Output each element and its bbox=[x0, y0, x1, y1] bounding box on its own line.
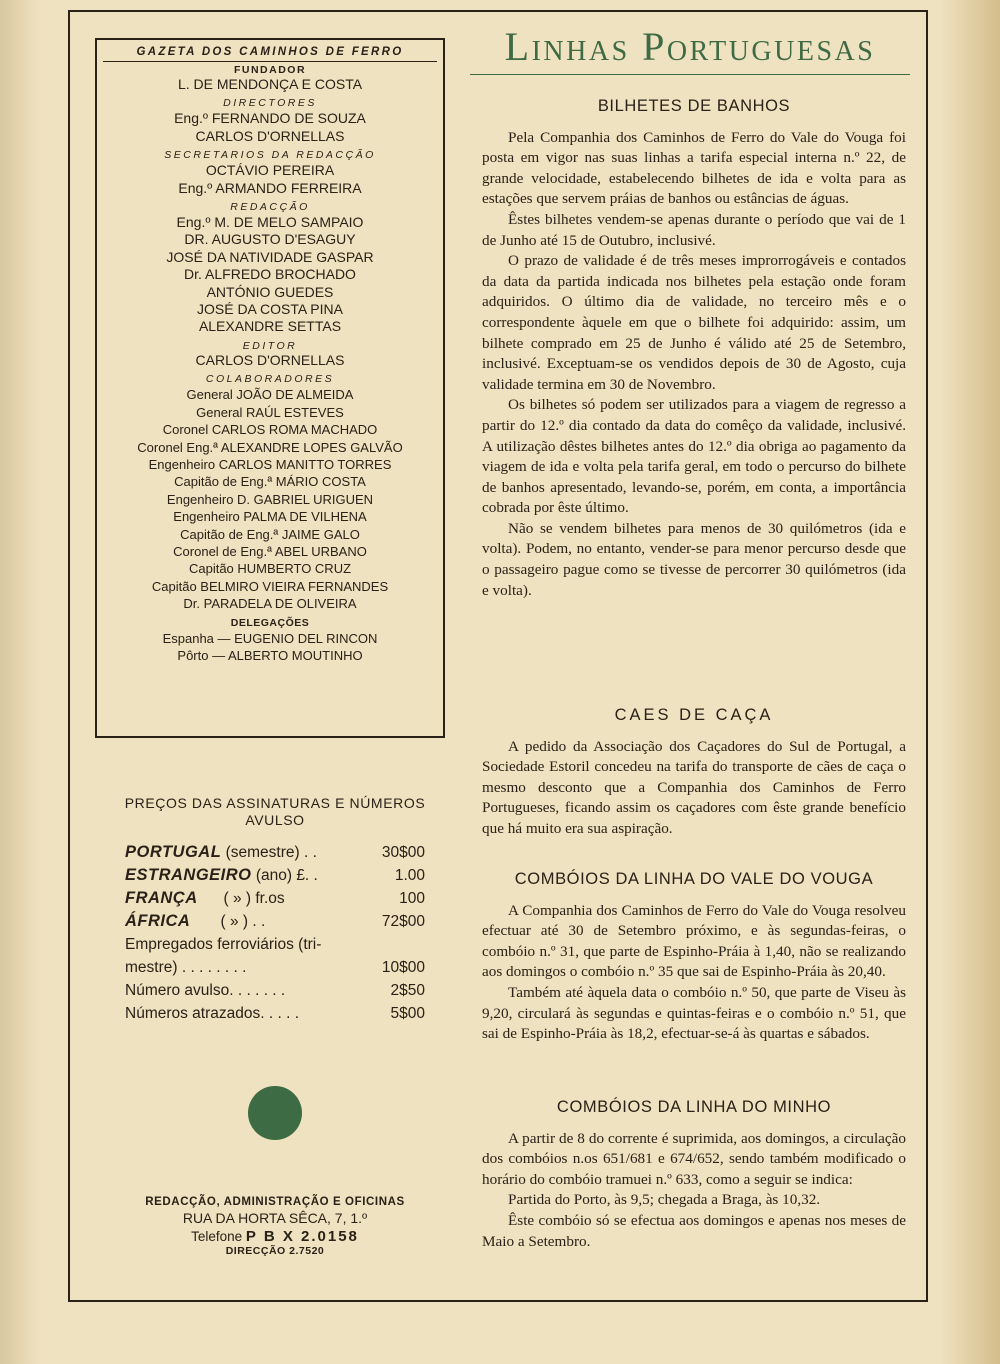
price-value: 72$00 bbox=[381, 913, 425, 930]
fundador-name: L. DE MENDONÇA E COSTA bbox=[177, 76, 363, 92]
colaborador-name: Coronel de Eng.ª ABEL URBANO bbox=[173, 543, 367, 559]
colaboradores-list bbox=[97, 386, 443, 612]
article-caes bbox=[482, 705, 906, 840]
price-row-estrangeiro bbox=[105, 864, 445, 887]
price-value: 30$00 bbox=[381, 844, 425, 861]
colaborador-name: Capitão HUMBERTO CRUZ bbox=[188, 561, 352, 577]
secretarios-label: SECRETARIOS DA REDACÇÃO bbox=[164, 149, 376, 162]
redactor-name: JOSÉ DA COSTA PINA bbox=[196, 301, 343, 318]
article-paragraph: Os bilhetes só podem ser utilizados para a viagem de regresso a partir do 12.º dia contado da data do comêço da validade, inclusivé. A utilização dêstes bilhetes antes do 12.º dia obriga ao pagamento da viagem de ida e volta pela tarifa geral, em todo o percurso do bilhete de banhos apresentado, levando-se, porém, em conta, a importância cobrada por êste último. bbox=[482, 396, 906, 517]
colaborador-name: General RAÚL ESTEVES bbox=[196, 404, 344, 420]
article-paragraph: Êste combóio só se efectua aos domingos e apenas nos meses de Maio a Setembro. bbox=[482, 1211, 906, 1250]
price-row-avulso bbox=[105, 979, 445, 1002]
article-heading: COMBÓIOS DA LINHA DO MINHO bbox=[556, 1098, 832, 1116]
office-address bbox=[95, 1196, 455, 1257]
avulso-label: Número avulso. . . . . . . bbox=[125, 982, 286, 999]
office-street: RUA DA HORTA SÊCA, 7, 1.º bbox=[182, 1210, 368, 1226]
prices-title-line2: AVULSO bbox=[245, 812, 305, 828]
secretarios-list bbox=[97, 162, 443, 197]
price-value: 1.00 bbox=[394, 867, 425, 884]
article-paragraph: A partir de 8 do corrente é suprimida, aos domingos, a circulação dos combóios n.os 651/681 e 674/652, sendo também modificado o horário do combóio tramuei n.º 633, como a seguir se indica: bbox=[482, 1129, 906, 1188]
article-paragraph: Pela Companhia dos Caminhos de Ferro do Vale do Vouga foi posta em vigor nas suas linhas a tarifa especial interna n.º 22, de grande velocidade, estabelecendo bilhetes de ida e volta para as estações que servem práias de banhos ou estâncias de águas. bbox=[482, 128, 906, 208]
region-name: ESTRANGEIRO bbox=[125, 866, 252, 884]
article-paragraph: O prazo de validade é de três meses improrrogáveis e contados da data da partida indicada nos bilhetes pela estação onde foram adquiridos. O último dia de validade, no terceiro mês e o correspondente àquele em que o bilhete foi adquirido: assim, um bilhete comprado em 25 de Junho é válido até 25 de Setembro, inclusivé. Exceptuam-se os vendidos depois de 30 de Agosto, cuja validade termina em 30 de Novembro. bbox=[482, 252, 906, 393]
redaccao-label: REDACÇÃO bbox=[230, 201, 310, 214]
redactor-name: ALEXANDRE SETTAS bbox=[198, 318, 342, 335]
page-edge-shadow bbox=[940, 0, 1000, 1364]
colaborador-name: Engenheiro CARLOS MANITTO TORRES bbox=[148, 456, 392, 472]
article-paragraph: Êstes bilhetes vendem-se apenas durante o período que vai de 1 de Junho até 15 de Outubro, inclusivé. bbox=[482, 210, 906, 249]
article-heading: COMBÓIOS DA LINHA DO VALE DO VOUGA bbox=[514, 870, 874, 888]
period-note: (ano) £. . bbox=[251, 867, 318, 884]
office-heading: REDACÇÃO, ADMINISTRAÇÃO E OFICINAS bbox=[145, 1196, 405, 1208]
empregados-label-line2: mestre) . . . . . . . . bbox=[125, 959, 247, 976]
colaborador-name: Capitão de Eng.ª JAIME GALO bbox=[180, 526, 360, 542]
empregados-label-line1: Empregados ferroviários (tri- bbox=[125, 936, 322, 953]
article-heading: CAES DE CAÇA bbox=[614, 706, 774, 724]
redactor-name: ANTÓNIO GUEDES bbox=[206, 283, 334, 300]
colaborador-name: Dr. PARADELA DE OLIVEIRA bbox=[183, 596, 357, 612]
colaborador-name: Engenheiro PALMA DE VILHENA bbox=[173, 509, 367, 525]
subscription-prices bbox=[105, 795, 445, 1025]
redactor-name: DR. AUGUSTO D'ESAGUY bbox=[184, 231, 356, 248]
director-name: Eng.º FERNANDO DE SOUZA bbox=[174, 110, 366, 127]
redaccao-list bbox=[97, 214, 443, 336]
price-row-empregados bbox=[105, 956, 445, 979]
price-value: 10$00 bbox=[381, 959, 425, 976]
region-name: FRANÇA bbox=[125, 889, 198, 907]
colaborador-name: Coronel CARLOS ROMA MACHADO bbox=[162, 422, 378, 438]
price-table bbox=[105, 841, 445, 1025]
section-title: Linhas Portuguesas bbox=[470, 24, 910, 75]
price-value: 2$50 bbox=[390, 982, 425, 999]
directores-label: DIRECTORES bbox=[223, 97, 317, 110]
gazeta-title: GAZETA DOS CAMINHOS DE FERRO bbox=[103, 40, 437, 62]
office-phone bbox=[95, 1228, 455, 1245]
editor-name: CARLOS D'ORNELLAS bbox=[195, 351, 345, 368]
article-paragraph: A pedido da Associação dos Caçadores do Sul de Portugal, a Sociedade Estoril concedeu na tarifa do transporte de cães de caça o mesmo desconto que a Companhia dos Caminhos de Ferro Portugueses, ficando assim os caçadores com êste grande benefício que há muito era sua aspiração. bbox=[482, 737, 906, 837]
period-note: (semestre) . . bbox=[221, 844, 317, 861]
article-vouga bbox=[482, 869, 906, 1045]
redactor-name: JOSÉ DA NATIVIDADE GASPAR bbox=[166, 248, 374, 265]
article-heading: BILHETES DE BANHOS bbox=[597, 97, 791, 115]
region-name: PORTUGAL bbox=[125, 843, 222, 861]
price-row-portugal bbox=[105, 841, 445, 864]
editor-label: EDITOR bbox=[242, 339, 298, 352]
fundador-label: FUNDADOR bbox=[233, 64, 307, 76]
article-paragraph: Não se vendem bilhetes para menos de 30 quilómetros (ida e volta). Podem, no entanto, vender-se para menor percurso desde que o passageiro pague como se tivesse de percorrer 30 quilómetros (ida e volta). bbox=[482, 519, 906, 599]
directores-list bbox=[97, 110, 443, 145]
price-row-franca bbox=[105, 887, 445, 910]
colaboradores-label: COLABORADORES bbox=[205, 373, 335, 386]
article-paragraph: Partida do Porto, às 9,5; chegada a Braga, às 10,32. bbox=[508, 1191, 821, 1209]
atrazados-label: Números atrazados. . . . . bbox=[125, 1005, 300, 1022]
price-value: 5$00 bbox=[390, 1005, 425, 1022]
article-bilhetes bbox=[482, 96, 906, 601]
secretario-name: Eng.º ARMANDO FERREIRA bbox=[178, 179, 362, 196]
colaborador-name: Capitão de Eng.ª MÁRIO COSTA bbox=[174, 474, 366, 490]
colaborador-name: Coronel Eng.ª ALEXANDRE LOPES GALVÃO bbox=[137, 439, 403, 455]
redactor-name: Dr. ALFREDO BROCHADO bbox=[184, 266, 356, 283]
period-note: ( » ) . . bbox=[190, 913, 266, 930]
article-minho bbox=[482, 1097, 906, 1252]
delegacao-entry: Pôrto — ALBERTO MOUTINHO bbox=[177, 647, 363, 663]
article-paragraph: A Companhia dos Caminhos de Ferro do Vale do Vouga resolveu efectuar até 30 de Setembro próximo, e às segundas-feiras, o combóio n.º 31, que parte de Espinho-Práia à 1,40, não se realizando aos domingos o combóio n.º 35 que sai de Espinho-Práia às 20,40. bbox=[482, 901, 906, 981]
colaborador-name: General JOÃO DE ALMEIDA bbox=[186, 387, 354, 403]
colaborador-name: Capitão BELMIRO VIEIRA FERNANDES bbox=[151, 578, 389, 594]
delegacoes-list bbox=[97, 630, 443, 665]
period-note: ( » ) fr.os bbox=[197, 890, 285, 907]
masthead-box bbox=[95, 38, 445, 738]
price-row-africa bbox=[105, 910, 445, 933]
price-value: 100 bbox=[399, 890, 425, 907]
director-name: CARLOS D'ORNELLAS bbox=[195, 127, 345, 144]
prices-title-line1: PREÇOS DAS ASSINATURAS E NÚMEROS bbox=[124, 795, 426, 811]
article-paragraph: Também até àquela data o combóio n.º 50, que parte de Viseu às 9,20, circulará às segundas e quintas-feiras e o combóio n.º 51, que sai de Espinho-Práia às 18,2, efectuar-se-á às quartas e sábados. bbox=[482, 983, 906, 1043]
region-name: ÁFRICA bbox=[125, 912, 191, 930]
phone-number: P B X 2.0158 bbox=[245, 1228, 359, 1245]
green-circle-ornament bbox=[248, 1086, 302, 1140]
price-row-atrazados bbox=[105, 1002, 445, 1025]
secretario-name: OCTÁVIO PEREIRA bbox=[205, 162, 335, 179]
page-spine-shadow bbox=[0, 0, 40, 1364]
colaborador-name: Engenheiro D. GABRIEL URIGUEN bbox=[166, 491, 374, 507]
delegacao-entry: Espanha — EUGENIO DEL RINCON bbox=[162, 630, 378, 646]
redactor-name: Eng.º M. DE MELO SAMPAIO bbox=[176, 214, 364, 231]
phone-prefix: Telefone bbox=[191, 1229, 243, 1244]
delegacoes-label: DELEGAÇÕES bbox=[230, 616, 310, 629]
office-direccao: DIRECÇÃO 2.7520 bbox=[225, 1245, 325, 1257]
